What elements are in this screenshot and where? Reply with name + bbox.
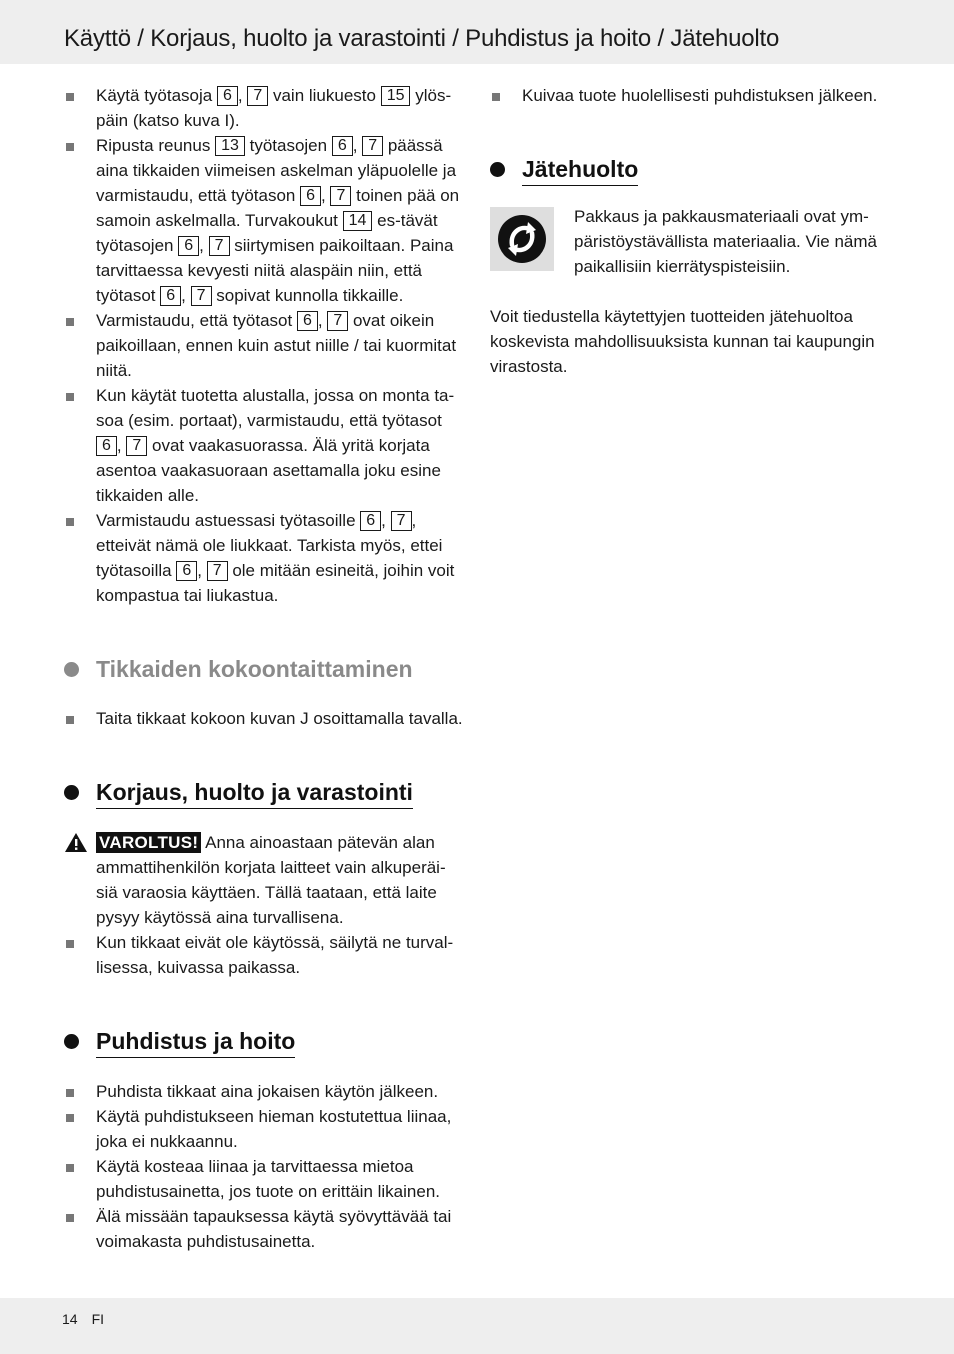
list-item — [64, 383, 466, 508]
bullet-text: Kun käytät tuotetta alustalla, jossa on monta ta-soa (esim. portaat), varmistaudu, että työtasot 6 , 7 ovat vaakasuorassa. Älä yritä korjata asentoa vaakasuoraan asettamalla joku esine tikkaiden alle. — [96, 386, 455, 505]
square-bullet-icon — [66, 1089, 74, 1097]
heading-dot-icon — [64, 662, 79, 677]
part-reference-number: 7 — [330, 186, 351, 206]
part-reference-number: 6 — [178, 236, 199, 256]
square-bullet-icon — [66, 940, 74, 948]
bullet-text: Kun tikkaat eivät ole käytössä, säilytä ne turval-lisessa, kuivassa paikassa. — [96, 933, 454, 977]
square-bullet-icon — [492, 93, 500, 101]
recycle-icon-box — [490, 207, 554, 271]
square-bullet-icon — [66, 1164, 74, 1172]
packaging-text: Pakkaus ja pakkausmateriaali ovat ym-päristöystävällista materiaalia. Vie nämä paikallisiin kierrätyspisteisiin. — [574, 207, 877, 276]
disposal-info-text: Voit tiedustella käytettyjen tuotteiden jätehuoltoa koskevista mahdollisuuksista kunnan tai kaupungin virastosta. — [490, 307, 875, 376]
repair-heading — [64, 777, 466, 809]
list-item — [64, 1154, 466, 1204]
footer-band — [0, 1298, 954, 1354]
heading-dot-icon — [490, 162, 505, 177]
usage-bullet-list — [64, 83, 466, 608]
bullet-text: Käytä kosteaa liinaa ja tarvittaessa mietoa puhdistusainetta, jos tuote on erittäin likainen. — [96, 1157, 441, 1201]
right-column — [490, 83, 890, 379]
bullet-text: Ripusta reunus 13 työtasojen 6 , 7 päässä aina tikkaiden viimeisen askelman yläpuolelle ja varmistaudu, että työtason 6 , 7 toinen pää on samoin askelmalla. Turvakoukut 14 es-tävät työtasojen 6 , 7 siirtymisen paikoiltaan. Paina tarvittaessa kevyesti niitä alaspäin niin, että työtasot 6 , 7 sopivat kunnolla tikkaille. — [96, 136, 460, 305]
part-reference-number: 7 — [207, 561, 228, 581]
heading-dot-icon — [64, 1034, 79, 1049]
list-item — [64, 930, 466, 980]
bullet-text: Kuivaa tuote huolellisesti puhdistuksen jälkeen. — [522, 86, 878, 105]
bullet-text: Käytä puhdistukseen hieman kostutettua liinaa, joka ei nukkaannu. — [96, 1107, 452, 1151]
list-item — [490, 83, 890, 108]
square-bullet-icon — [66, 1214, 74, 1222]
folding-heading-text: Tikkaiden kokoontaittaminen — [96, 656, 413, 682]
green-dot-recycle-icon — [490, 207, 554, 271]
repair-heading-text: Korjaus, huolto ja varastointi — [96, 777, 413, 809]
part-reference-number: 7 — [391, 511, 412, 531]
part-reference-number: 13 — [215, 136, 245, 156]
square-bullet-icon — [66, 1114, 74, 1122]
part-reference-number: 6 — [297, 311, 318, 331]
part-reference-number: 7 — [247, 86, 268, 106]
left-column — [64, 83, 466, 1254]
bullet-text: Varmistaudu astuessasi työtasoille 6 , 7 , etteivät nämä ole liukkaat. Tarkista myös, ettei työtasoilla 6 , 7 ole mitään esineitä, joihin voit kompastua tai liukastua. — [96, 511, 455, 605]
list-item — [64, 1079, 466, 1104]
bullet-text: Varmistaudu, että työtasot 6 , 7 ovat oikein paikoillaan, ennen kuin astut niille / tai kuormitat niitä. — [96, 311, 457, 380]
part-reference-number: 6 — [217, 86, 238, 106]
part-reference-number: 7 — [126, 436, 147, 456]
bullet-text: Taita tikkaat kokoon kuvan J osoittamalla tavalla. — [96, 709, 463, 728]
square-bullet-icon — [66, 518, 74, 526]
page-title: Käyttö / Korjaus, huolto ja varastointi / Puhdistus ja hoito / Jätehuolto — [64, 25, 780, 52]
square-bullet-icon — [66, 93, 74, 101]
disposal-heading-text: Jätehuolto — [522, 154, 638, 186]
folding-heading — [64, 654, 466, 685]
disposal-heading — [490, 154, 890, 186]
part-reference-number: 15 — [381, 86, 411, 106]
part-reference-number: 7 — [209, 236, 230, 256]
cleaning-heading-text: Puhdistus ja hoito — [96, 1026, 295, 1058]
list-item — [64, 706, 466, 731]
page-number: 14 — [62, 1311, 78, 1327]
list-item — [64, 308, 466, 383]
bullet-text: Käytä työtasoja 6 , 7 vain liukuesto 15 ylös-päin (katso kuva I). — [96, 86, 452, 130]
footer — [62, 1310, 104, 1328]
part-reference-number: 6 — [332, 136, 353, 156]
part-reference-number: 7 — [362, 136, 383, 156]
warning-label: VAROLTUS! — [96, 832, 201, 853]
bullet-text: Puhdista tikkaat aina jokaisen käytön jälkeen. — [96, 1082, 439, 1101]
square-bullet-icon — [66, 143, 74, 151]
warning-text: Anna ainoastaan pätevän alan ammattihenkilön korjata laitteet vain alkuperäi-siä varaosia käyttäen. Tällä taataan, että laite pysyy käytössä aina turvallisena. — [96, 833, 446, 927]
square-bullet-icon — [66, 318, 74, 326]
part-reference-number: 6 — [176, 561, 197, 581]
list-item — [64, 133, 466, 308]
part-reference-number: 14 — [343, 211, 373, 231]
part-reference-number: 7 — [327, 311, 348, 331]
list-item — [64, 1204, 466, 1254]
square-bullet-icon — [66, 393, 74, 401]
bullet-text: Älä missään tapauksessa käytä syövyttävää tai voimakasta puhdistusainetta. — [96, 1207, 452, 1251]
heading-dot-icon — [64, 785, 79, 800]
warning-block — [64, 830, 466, 930]
part-reference-number: 6 — [96, 436, 117, 456]
language-code: FI — [91, 1311, 105, 1327]
square-bullet-icon — [66, 716, 74, 724]
packaging-block — [490, 204, 890, 304]
part-reference-number: 6 — [160, 286, 181, 306]
warning-triangle-icon — [64, 832, 88, 853]
part-reference-number: 6 — [360, 511, 381, 531]
part-reference-number: 6 — [300, 186, 321, 206]
cleaning-heading — [64, 1026, 466, 1058]
list-item — [64, 1104, 466, 1154]
part-reference-number: 7 — [191, 286, 212, 306]
list-item — [64, 508, 466, 608]
list-item — [64, 83, 466, 133]
